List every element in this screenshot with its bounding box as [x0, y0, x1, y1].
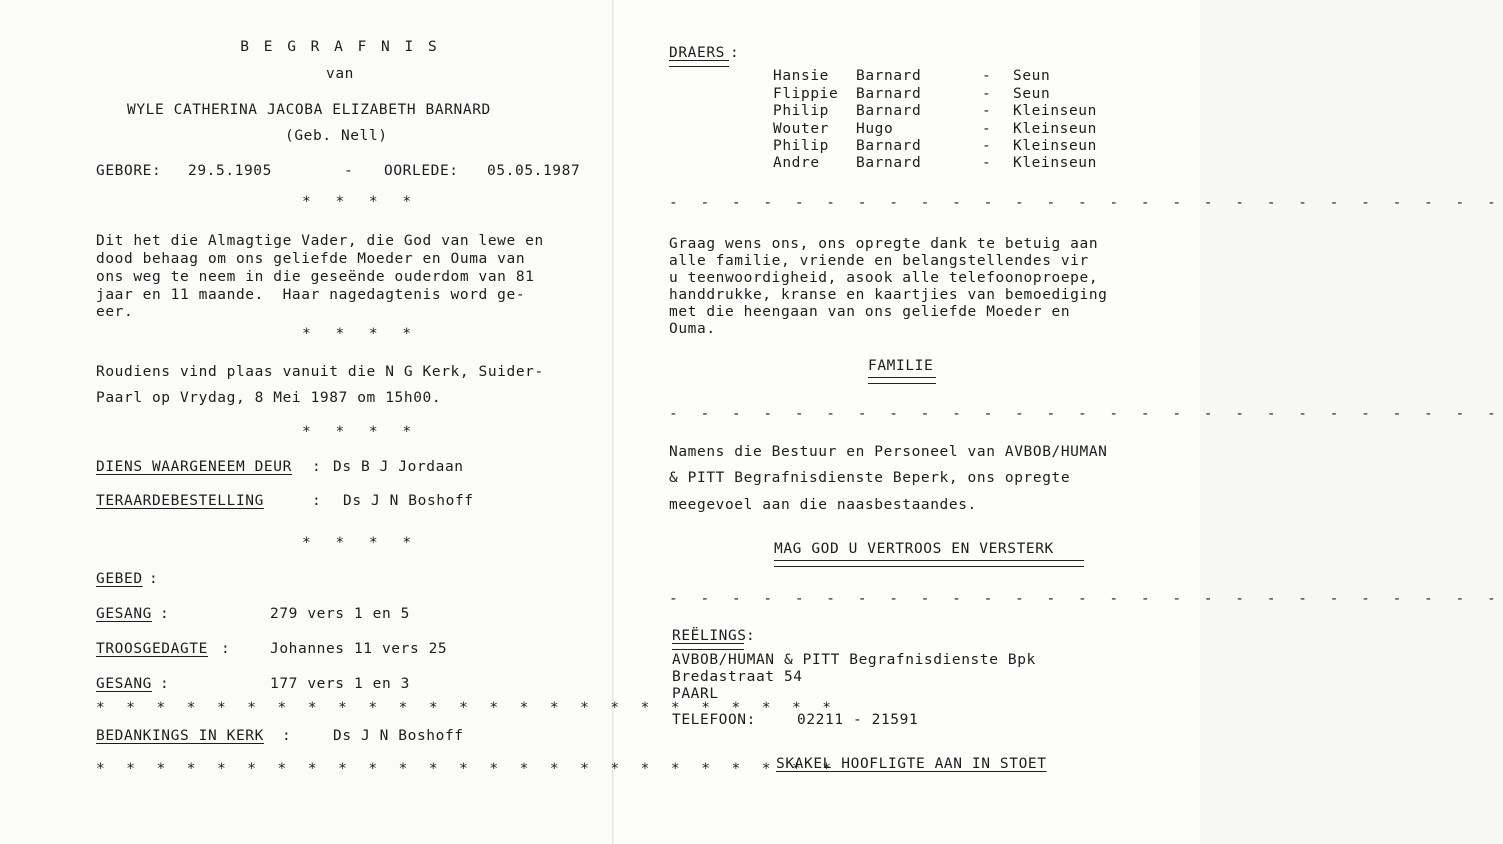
paragraph-line: jaar en 11 maande. Haar nagedagtenis word ge- [96, 287, 526, 303]
van-label: van [326, 66, 354, 82]
draer-first: Wouter [773, 121, 829, 137]
colon: : [149, 571, 159, 587]
draer-dash: - [982, 103, 992, 119]
maiden-name: (Geb. Nell) [285, 128, 388, 144]
star-separator: * * * * [302, 194, 420, 210]
star-separator: * * * * [302, 535, 420, 551]
double-underline [672, 643, 744, 650]
draer-relation: Kleinseun [1013, 121, 1097, 137]
star-separator: * * * * [302, 424, 420, 440]
colon: : [312, 493, 322, 509]
telefoon-value: 02211 - 21591 [797, 712, 919, 728]
date-separator: - [344, 163, 354, 179]
paragraph-line: meegevoel aan die naasbestaandes. [669, 497, 977, 513]
troosgedagte-label: TROOSGEDAGTE [96, 641, 208, 657]
star-row: * * * * * * * * * * * * * * * * * * * * * * * * * [96, 700, 838, 716]
paragraph-line: Graag wens ons, ons opregte dank te betuig aan [669, 236, 1099, 252]
colon: : [160, 606, 170, 622]
oorlede-date: 05.05.1987 [487, 163, 581, 179]
gebore-date: 29.5.1905 [188, 163, 272, 179]
paragraph-line: met die heengaan van ons geliefde Moeder en [669, 304, 1071, 320]
title: B E G R A F N I S [240, 39, 440, 55]
double-underline [669, 60, 729, 67]
paragraph-line: handdrukke, kranse en kaartjies van bemoediging [669, 287, 1108, 303]
paragraph-line: Namens die Bestuur en Personeel van AVBOB/HUMAN [669, 444, 1108, 460]
dash-separator: - - - - - - - - - - - - - - - - - - - - - - - - - - - [669, 195, 1503, 211]
blessing: MAG GOD U VERTROOS EN VERSTERK [774, 541, 1054, 557]
draer-relation: Seun [1013, 86, 1051, 102]
diens-value: Ds B J Jordaan [333, 459, 464, 475]
gebed-label: GEBED [96, 571, 143, 587]
paragraph-line: eer. [96, 304, 134, 320]
gesang-label: GESANG [96, 606, 152, 622]
telefoon-label: TELEFOON: [672, 712, 756, 728]
dash-separator: - - - - - - - - - - - - - - - - - - - - - - - - - - - [669, 406, 1503, 422]
gesang-value: 279 vers 1 en 5 [270, 606, 410, 622]
bedankings-label: BEDANKINGS IN KERK [96, 728, 264, 744]
draer-first: Philip [773, 103, 829, 119]
draer-first: Hansie [773, 68, 829, 84]
draer-last: Hugo [856, 121, 894, 137]
draer-relation: Kleinseun [1013, 155, 1097, 171]
draer-last: Barnard [856, 86, 922, 102]
oorlede-label: OORLEDE: [384, 163, 459, 179]
star-row: * * * * * * * * * * * * * * * * * * * * * * * * * [96, 761, 838, 777]
paragraph-line: Roudiens vind plaas vanuit die N G Kerk, Suider- [96, 364, 544, 380]
skakel-notice: SKAKEL HOOFLIGTE AAN IN STOET [776, 756, 1047, 772]
diens-label: DIENS WAARGENEEM DEUR [96, 459, 292, 475]
bedankings-value: Ds J N Boshoff [333, 728, 464, 744]
colon: : [746, 628, 756, 644]
star-separator: * * * * [302, 326, 420, 342]
address-line: Bredastraat 54 [672, 669, 803, 685]
colon: : [160, 676, 170, 692]
draer-last: Barnard [856, 155, 922, 171]
gesang-label: GESANG [96, 676, 152, 692]
paragraph-line: ons weg te neem in die geseënde ouderdom van 81 [96, 269, 535, 285]
draer-relation: Seun [1013, 68, 1051, 84]
draer-relation: Kleinseun [1013, 103, 1097, 119]
draers-label: DRAERS [669, 45, 725, 61]
colon: : [312, 459, 322, 475]
familie-signature: FAMILIE [868, 358, 934, 374]
address-line: PAARL [672, 686, 719, 702]
draer-first: Andre [773, 155, 820, 171]
draer-dash: - [982, 68, 992, 84]
dash-separator: - - - - - - - - - - - - - - - - - - - - - - - - - - - [669, 591, 1503, 607]
paragraph-line: u teenwoordigheid, asook alle telefoonoproepe, [669, 270, 1099, 286]
draer-last: Barnard [856, 68, 922, 84]
address-line: AVBOB/HUMAN & PITT Begrafnisdienste Bpk [672, 652, 1036, 668]
draer-relation: Kleinseun [1013, 138, 1097, 154]
draer-dash: - [982, 121, 992, 137]
gebore-label: GEBORE: [96, 163, 162, 179]
draer-dash: - [982, 155, 992, 171]
teraarde-label: TERAARDEBESTELLING [96, 493, 264, 509]
paragraph-line: dood behaag om ons geliefde Moeder en Ouma van [96, 251, 526, 267]
reelings-label: REËLINGS [672, 628, 747, 644]
draer-dash: - [982, 138, 992, 154]
teraarde-value: Ds J N Boshoff [343, 493, 474, 509]
draer-first: Flippie [773, 86, 839, 102]
paragraph-line: & PITT Begrafnisdienste Beperk, ons opregte [669, 470, 1071, 486]
paragraph-line: Dit het die Almagtige Vader, die God van lewe en [96, 233, 544, 249]
colon: : [730, 45, 740, 61]
colon: : [221, 641, 231, 657]
colon: : [282, 728, 292, 744]
double-underline [868, 377, 936, 384]
draer-dash: - [982, 86, 992, 102]
gesang-value: 177 vers 1 en 3 [270, 676, 410, 692]
draer-last: Barnard [856, 103, 922, 119]
double-underline [774, 560, 1084, 567]
draer-last: Barnard [856, 138, 922, 154]
paragraph-line: Paarl op Vrydag, 8 Mei 1987 om 15h00. [96, 390, 442, 406]
deceased-name: WYLE CATHERINA JACOBA ELIZABETH BARNARD [127, 102, 491, 118]
paragraph-line: alle familie, vriende en belangstellendes vir [669, 253, 1089, 269]
draer-first: Philip [773, 138, 829, 154]
troosgedagte-value: Johannes 11 vers 25 [270, 641, 448, 657]
page-fold [612, 0, 614, 844]
paragraph-line: Ouma. [669, 321, 716, 337]
